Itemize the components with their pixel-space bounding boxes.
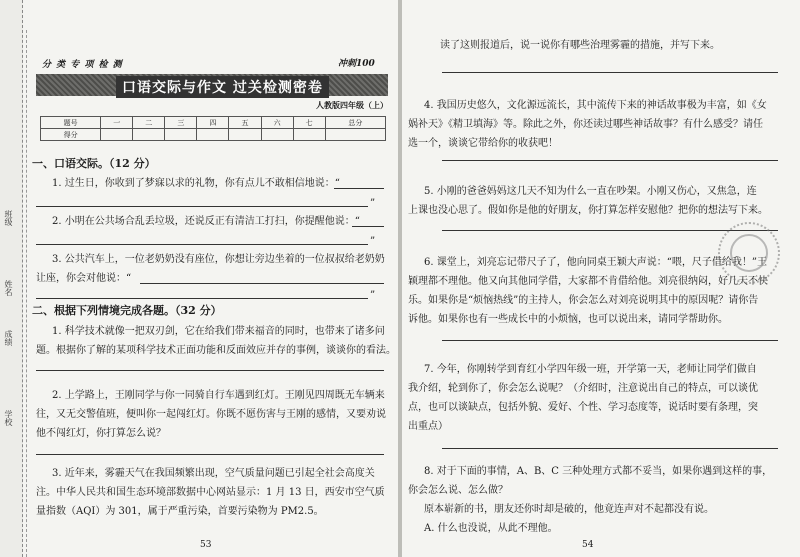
s2-question-3-line1: 3. 近年来，雾霾天气在我国频繁出现，空气质量问题已引起全社会高度关 — [52, 468, 375, 479]
score-table — [40, 116, 386, 141]
s2-question-3-line3: 量指数（AQI）为 301，属于严重污染，首要污染物为 PM2.5。 — [36, 506, 324, 517]
r-question-8-line3: 原本崭新的书，朋友还你时却是破的，他竟连声对不起都没有说。 — [424, 504, 714, 515]
answer-line[interactable] — [36, 454, 384, 455]
grade-label: 人教版四年级（上） — [316, 100, 388, 110]
answer-line[interactable] — [36, 370, 384, 371]
s2-question-1-line1: 1. 科学技术就像一把双刃剑，它在给我们带来福音的同时，也带来了诸多问 — [52, 326, 385, 337]
r-question-7-line4: 出重点） — [408, 421, 448, 432]
score-table-header-row — [41, 117, 386, 129]
question-2: 2. 小明在公共场合乱丢垃圾，还说反正有清洁工打扫，你提醒他说：“ — [52, 216, 360, 227]
answer-line[interactable] — [442, 448, 778, 449]
fold-line — [26, 30, 28, 557]
score-input-cell[interactable] — [293, 129, 325, 141]
question-3-line2: 让座，你会对他说：“ — [36, 273, 132, 284]
series-label: 分 类 专 项 检 测 — [42, 60, 123, 70]
binding-margin — [0, 0, 23, 557]
r-question-3-cont: 读了这则报道后，说一说你有哪些治理雾霾的措施，并写下来。 — [440, 40, 720, 51]
s2-question-2-line1: 2. 上学路上，王刚同学与你一同骑自行车遇到红灯。王刚见四周既无车辆来 — [52, 390, 385, 401]
score-cell: 得分 — [41, 129, 101, 141]
score-cell: 二 — [133, 117, 165, 129]
score-cell: 总分 — [325, 117, 385, 129]
margin-label-class: 班级 — [4, 210, 13, 226]
r-question-5-line2: 上课也没心思了。假如你是他的好朋友，你打算怎样安慰他？把你的想法写下来。 — [408, 205, 768, 216]
question-3-line1: 3. 公共汽车上，一位老奶奶没有座位，你想让旁边坐着的一位叔叔给老奶奶 — [52, 254, 385, 265]
page-title: 口语交际与作文 过关检测密卷 — [116, 76, 329, 98]
score-cell: 五 — [229, 117, 261, 129]
score-input-cell[interactable] — [101, 129, 133, 141]
r-question-8-line2: 你会怎么说、怎么做？ — [408, 485, 508, 496]
page-number: 54 — [582, 540, 594, 550]
score-input-cell[interactable] — [261, 129, 293, 141]
answer-line[interactable] — [36, 298, 368, 299]
answer-line[interactable] — [442, 340, 778, 341]
r-question-4-line2: 娲补天》《精卫填海》等。除此之外，你还读过哪些神话故事？有什么感受？请任 — [408, 119, 763, 130]
answer-line[interactable] — [36, 206, 368, 207]
score-cell: 七 — [293, 117, 325, 129]
r-question-6-line2: 颖理都不理他。他又向其他同学借，大家都不肯借给他。刘亮很纳闷，好几天不快 — [408, 276, 768, 287]
r-question-6-line3: 乐。如果你是“烦恼热线”的主持人，你会怎么对刘亮说明其中的原因呢？请你告 — [408, 295, 759, 306]
s2-question-3-line2: 注。中华人民共和国生态环境部数据中心网站显示：1 月 13 日，西安市空气质 — [36, 487, 385, 498]
r-question-8-option-a: A. 什么也没说，从此不理他。 — [424, 523, 558, 534]
quote-close: ” — [370, 290, 376, 301]
answer-line[interactable] — [442, 72, 778, 73]
r-question-6-line1: 6. 课堂上，刘亮忘记带尺子了，他向同桌王颖大声说：“喂，尺子借给我！”王 — [424, 257, 767, 268]
score-cell: 四 — [197, 117, 229, 129]
r-question-8-line1: 8. 对于下面的事情，A、B、C 三种处理方式都不妥当，如果你遇到这样的事， — [424, 466, 773, 477]
score-cell: 三 — [165, 117, 197, 129]
score-cell: 一 — [101, 117, 133, 129]
section-1-heading: 一、口语交际。（12 分） — [32, 157, 156, 170]
quote-close: ” — [370, 198, 376, 209]
score-cell: 题号 — [41, 117, 101, 129]
score-input-cell[interactable] — [229, 129, 261, 141]
answer-line[interactable] — [36, 244, 368, 245]
s2-question-1-line2: 题。根据你了解的某项科学技术正面功能和反面效应并存的事例，谈谈你的看法。 — [36, 345, 396, 356]
r-question-5-line1: 5. 小刚的爸爸妈妈这几天不知为什么一直在吵架。小刚又伤心，又焦急，连 — [424, 186, 757, 197]
r-question-4-line3: 选一个，谈谈它带给你的收获吧！ — [408, 138, 558, 149]
r-question-4-line1: 4. 我国历史悠久，文化源远流长，其中流传下来的神话故事极为丰富，如《女 — [424, 100, 767, 111]
watermark-stamp-icon — [718, 222, 780, 284]
answer-line[interactable] — [352, 226, 384, 227]
quote-close: ” — [370, 236, 376, 247]
score-input-cell[interactable] — [165, 129, 197, 141]
left-page — [0, 0, 398, 557]
r-question-7-line1: 7. 今年，你刚转学到育红小学四年级一班，开学第一天，老师让同学们做自 — [424, 364, 757, 375]
s2-question-2-line3: 他不闯红灯，你打算怎么说？ — [36, 428, 166, 439]
r-question-7-line2: 我介绍，轮到你了，你会怎么说呢？（介绍时，注意说出自己的特点，可以谈优 — [408, 383, 758, 394]
score-input-cell[interactable] — [133, 129, 165, 141]
answer-line[interactable] — [442, 160, 778, 161]
score-input-cell[interactable] — [197, 129, 229, 141]
question-1: 1. 过生日，你收到了梦寐以求的礼物，你有点儿不敢相信地说：“ — [52, 178, 340, 189]
section-2-heading: 二、根据下列情境完成各题。（32 分） — [32, 304, 222, 317]
margin-label-school: 学校 — [4, 410, 13, 426]
score-input-cell[interactable] — [325, 129, 385, 141]
score-table-score-row — [41, 129, 386, 141]
margin-label-name: 姓名 — [4, 280, 13, 296]
score-cell: 六 — [261, 117, 293, 129]
answer-line[interactable] — [140, 283, 384, 284]
r-question-6-line4: 诉他。如果你也有一些成长中的小烦恼，也可以说出来，请同学帮助你。 — [408, 314, 728, 325]
answer-line[interactable] — [334, 188, 384, 189]
r-question-7-line3: 点，也可以谈缺点，包括外貌、爱好、个性、学习态度等，说话时要有条理，突 — [408, 402, 758, 413]
page-number: 53 — [200, 540, 212, 550]
brand-label: 冲刺100 — [338, 59, 375, 69]
s2-question-2-line2: 往，又无交警值班，便叫你一起闯红灯。你既不愿伤害与王刚的感情，又要劝说 — [36, 409, 386, 420]
margin-label-grade: 成绩 — [4, 330, 13, 346]
